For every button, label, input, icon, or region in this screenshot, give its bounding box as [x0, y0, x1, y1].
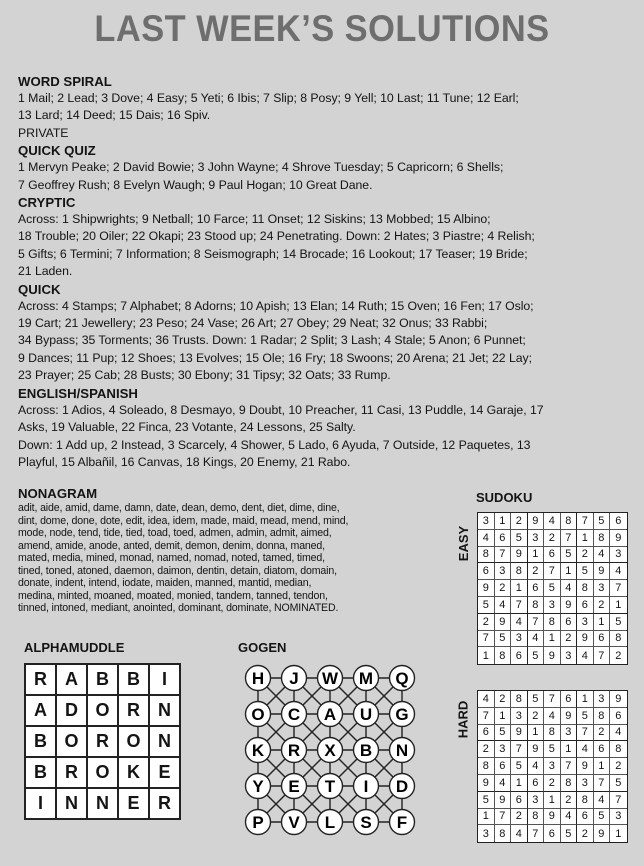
sudoku-cell: 3 [594, 691, 611, 708]
sudoku-cell: 5 [561, 825, 578, 842]
sudoku-cell: 2 [495, 691, 512, 708]
gogen-letter: M [358, 669, 374, 688]
sudoku-cell: 6 [544, 825, 561, 842]
nonagram-line: dint, dome, done, dote, edit, idea, idem, made, maid, mead, mend, mind, [18, 514, 349, 527]
sudoku-cell: 1 [594, 614, 611, 631]
sudoku-cell: 4 [478, 530, 495, 547]
sudoku-cell: 9 [511, 547, 528, 564]
section-line: Down: 1 Add up, 2 Instead, 3 Scarcely, 4 Shower, 5 Lado, 6 Ayuda, 7 Outside, 12 Paquetes, 13 [18, 437, 531, 452]
gogen-letter: N [395, 741, 409, 760]
gogen-heading: GOGEN [238, 640, 287, 655]
section-line: 7 Geoffrey Rush; 8 Evelyn Waugh; 9 Paul Hogan; 10 Great Dane. [18, 177, 373, 192]
sudoku-cell: 8 [478, 758, 495, 775]
alphamuddle-cell: R [118, 695, 149, 726]
sudoku-cell: 7 [544, 691, 561, 708]
alphamuddle-cell: N [87, 788, 118, 819]
sudoku-cell: 7 [478, 708, 495, 725]
nonagram-line: tinned, intoned, mediant, anointed, dominant, dominate, NOMINATED. [18, 602, 339, 614]
sudoku-cell: 7 [544, 563, 561, 580]
sudoku-cell: 3 [594, 580, 611, 597]
sudoku-cell: 4 [495, 775, 512, 792]
section-quick [18, 282, 630, 385]
sudoku-cell: 3 [561, 725, 578, 742]
sudoku-cell: 1 [577, 530, 594, 547]
solutions-list [18, 73, 630, 471]
sudoku-cell: 8 [594, 530, 611, 547]
sudoku-cell: 1 [615, 827, 622, 840]
sudoku-cell: 9 [511, 725, 528, 742]
sudoku-cell: 6 [528, 775, 545, 792]
sudoku-cell: 2 [528, 708, 545, 725]
sudoku-cell: 9 [478, 775, 495, 792]
alphamuddle-cell: A [25, 695, 56, 726]
sudoku-cell: 3 [528, 792, 545, 809]
sudoku-cell: 6 [511, 647, 528, 664]
sudoku-cell: 2 [528, 563, 545, 580]
sudoku-cell: 2 [495, 580, 512, 597]
alphamuddle-cell: E [149, 757, 180, 788]
sudoku-cell: 9 [561, 597, 578, 614]
sudoku-cell: 8 [528, 597, 545, 614]
section-line: 5 Gifts; 6 Termini; 7 Information; 8 Seismograph; 14 Brocade; 16 Lookout; 17 Teaser; 19 Bride; [18, 246, 528, 261]
sudoku-cell: 8 [544, 614, 561, 631]
gogen-letter: I [363, 777, 369, 796]
sudoku-cell: 5 [511, 758, 528, 775]
sudoku-cell: 4 [594, 547, 611, 564]
sudoku-cell: 8 [511, 691, 528, 708]
alphamuddle-cell: N [149, 695, 180, 726]
sudoku-cell: 1 [544, 792, 561, 809]
sudoku-cell: 7 [610, 580, 627, 597]
sudoku-cell: 6 [495, 758, 512, 775]
sudoku-cell: 6 [478, 563, 495, 580]
sudoku-cell: 1 [528, 547, 545, 564]
sudoku-cell: 2 [594, 725, 611, 742]
sudoku-cell: 9 [594, 825, 611, 842]
sudoku-cell: 4 [594, 792, 611, 809]
sudoku-cell: 1 [577, 691, 594, 708]
alphamuddle-cell: B [118, 664, 149, 695]
sudoku-cell: 6 [577, 597, 594, 614]
sudoku-cell: 5 [577, 563, 594, 580]
sudoku-cell: 8 [495, 825, 512, 842]
sudoku-cell: 7 [511, 597, 528, 614]
sudoku-cell: 2 [561, 792, 578, 809]
sudoku-cell: 3 [478, 825, 495, 842]
sudoku-cell: 4 [528, 631, 545, 648]
alphamuddle-cell: R [87, 726, 118, 757]
sudoku-cell: 5 [478, 792, 495, 809]
sudoku-cell: 5 [528, 647, 545, 664]
sudoku-cell: 8 [528, 809, 545, 826]
nonagram-line: amend, amide, anode, anted, demit, demon, denim, donna, maned, [18, 539, 325, 552]
sudoku-cell: 3 [478, 513, 495, 530]
sudoku-cell: 6 [594, 631, 611, 648]
sudoku-cell: 5 [594, 513, 611, 530]
sudoku-cell: 6 [594, 741, 611, 758]
sudoku-cell: 8 [495, 647, 512, 664]
alphamuddle-cell: O [87, 695, 118, 726]
section-line: Across: 1 Adios, 4 Soleado, 8 Desmayo, 9 Doubt, 10 Preacher, 11 Casi, 13 Puddle, 14 Garaje, 17 [18, 402, 544, 417]
sudoku-cell: 3 [610, 547, 627, 564]
sudoku-cell: 5 [594, 809, 611, 826]
alphamuddle-cell: B [25, 757, 56, 788]
gogen-letter: S [360, 813, 372, 832]
gogen-grid [238, 660, 424, 860]
sudoku-cell: 1 [528, 725, 545, 742]
section-heading: WORD SPIRAL [18, 74, 112, 89]
section-line: Across: 1 Shipwrights; 9 Netball; 10 Farce; 11 Onset; 12 Siskins; 13 Mobbed; 15 Albino; [18, 212, 491, 227]
alphamuddle-cell: R [149, 788, 180, 819]
section-line: 1 Mail; 2 Lead; 3 Dove; 4 Easy; 5 Yeti; 6 Ibis; 7 Slip; 8 Posy; 9 Yell; 10 Last; 11 Tune; 12 Earl; [18, 91, 519, 105]
section-heading: QUICK [18, 281, 61, 297]
sudoku-cell: 5 [544, 580, 561, 597]
sudoku-cell: 2 [610, 758, 627, 775]
alphamuddle-heading: ALPHAMUDDLE [24, 640, 125, 655]
sudoku-cell: 5 [610, 775, 627, 792]
sudoku-cell: 5 [495, 631, 512, 648]
sudoku-cell: 4 [528, 758, 545, 775]
alphamuddle-cell: B [25, 726, 56, 757]
sudoku-cell: 2 [615, 649, 622, 662]
sudoku-cell: 2 [561, 631, 578, 648]
gogen-letter: V [288, 813, 300, 832]
section-heading: CRYPTIC [18, 195, 76, 211]
sudoku-cell: 7 [577, 725, 594, 742]
alphamuddle-cell: R [56, 757, 87, 788]
gogen-letter: W [321, 669, 339, 688]
sudoku-cell: 1 [594, 758, 611, 775]
sudoku-cell: 7 [561, 530, 578, 547]
sudoku-cell: 3 [610, 809, 627, 826]
sudoku-cell: 2 [544, 775, 561, 792]
sudoku-cell: 4 [561, 580, 578, 597]
sudoku-cell: 3 [495, 563, 512, 580]
sudoku-cell: 1 [511, 580, 528, 597]
section-line: Playful, 15 Albañil, 16 Canvas, 18 Kings, 20 Enemy, 21 Rabo. [18, 454, 351, 469]
gogen-letter: K [251, 741, 265, 760]
sudoku-cell: 8 [610, 631, 627, 648]
sudoku-cell: 9 [544, 809, 561, 826]
section-line: 19 Cart; 21 Jewellery; 23 Peso; 24 Vase; 26 Art; 27 Obey; 29 Neat; 32 Onus; 33 Rabbi; [18, 316, 488, 331]
sudoku-cell: 7 [594, 647, 611, 664]
sudoku-cell: 4 [544, 513, 561, 530]
gogen-letter: F [396, 813, 408, 832]
sudoku-cell: 9 [610, 691, 627, 708]
sudoku-easy-label: EASY [456, 525, 472, 562]
sudoku-cell: 9 [528, 741, 545, 758]
sudoku-cell: 1 [561, 563, 578, 580]
sudoku-cell: 9 [577, 758, 594, 775]
sudoku-cell: 9 [495, 792, 512, 809]
sudoku-cell: 7 [610, 792, 627, 809]
sudoku-cell: 4 [544, 708, 561, 725]
gogen-letter: H [251, 669, 265, 688]
gogen-letter: D [395, 777, 409, 796]
sudoku-cell: 9 [577, 631, 594, 648]
section-line: PRIVATE [18, 125, 69, 140]
page-title: LAST WEEK’S SOLUTIONS [94, 8, 550, 49]
sudoku-cell: 7 [495, 809, 512, 826]
sudoku-cell: 6 [610, 708, 627, 725]
sudoku-cell: 7 [528, 614, 545, 631]
nonagram-line: medina, minted, moaned, moated, monied, tandem, tanned, tendon, [18, 589, 328, 602]
section-nonagram [18, 486, 423, 615]
sudoku-cell: 5 [478, 597, 495, 614]
gogen-letter: X [324, 741, 336, 760]
alphamuddle-cell: K [118, 757, 149, 788]
sudoku-cell: 2 [478, 614, 495, 631]
section-line: 21 Laden. [18, 264, 73, 279]
section-line: 13 Lard; 14 Deed; 15 Dais; 16 Spiv. [18, 108, 211, 123]
alphamuddle-cell: B [87, 664, 118, 695]
sudoku-cell: 2 [577, 547, 594, 564]
sudoku-cell: 5 [577, 708, 594, 725]
sudoku-cell: 2 [511, 513, 528, 530]
sudoku-cell: 5 [610, 614, 627, 631]
sudoku-cell: 4 [495, 597, 512, 614]
sudoku-cell: 8 [577, 580, 594, 597]
sudoku-cell: 6 [511, 792, 528, 809]
section-cryptic [18, 195, 630, 281]
section-heading: QUICK QUIZ [18, 143, 96, 159]
sudoku-cell: 7 [594, 775, 611, 792]
alphamuddle-cell: I [149, 664, 180, 695]
alphamuddle-cell: O [87, 757, 118, 788]
sudoku-cell: 7 [528, 825, 545, 842]
section-word-spiral [18, 74, 630, 142]
sudoku-cell: 5 [544, 741, 561, 758]
alphamuddle-cell: R [25, 664, 56, 695]
section-line: 34 Bypass; 35 Torments; 36 Trusts. Down: 1 Radar; 2 Split; 3 Lash; 4 Stale; 5 Anon; 6 Punnet; [18, 333, 526, 348]
sudoku-cell: 4 [610, 725, 627, 742]
nonagram-line: adit, aide, amid, dame, damn, date, dean, demo, dent, diet, dime, dine, [18, 502, 340, 514]
sudoku-cell: 1 [544, 631, 561, 648]
sudoku-cell: 1 [478, 647, 495, 664]
sudoku-cell: 1 [511, 775, 528, 792]
section-heading: ENGLISH/SPANISH [18, 385, 138, 401]
sudoku-cell: 6 [610, 513, 627, 530]
sudoku-cell: 6 [544, 547, 561, 564]
sudoku-cell: 1 [495, 708, 512, 725]
section-line: Asks, 19 Valuable, 22 Finca, 23 Votante, 24 Lessons, 25 Salty. [18, 420, 356, 435]
section-english-spanish [18, 386, 630, 472]
sudoku-cell: 3 [511, 631, 528, 648]
sudoku-cell: 7 [511, 741, 528, 758]
sudoku-cell: 4 [561, 809, 578, 826]
sudoku-cell: 9 [561, 708, 578, 725]
sudoku-cell: 6 [577, 809, 594, 826]
sudoku-cell: 3 [511, 708, 528, 725]
section-line: 9 Dances; 11 Pup; 12 Shoes; 13 Evolves; 15 Ole; 16 Fry; 18 Swoons; 20 Arena; 21 Jet; 22 Lay; [18, 350, 533, 365]
sudoku-cell: 4 [577, 741, 594, 758]
sudoku-cell: 4 [478, 691, 495, 708]
sudoku-cell: 3 [544, 597, 561, 614]
sudoku-cell: 7 [495, 547, 512, 564]
sudoku-cell: 7 [561, 758, 578, 775]
alphamuddle-cell: N [149, 726, 180, 757]
sudoku-cell: 5 [511, 530, 528, 547]
sudoku-cell: 8 [577, 792, 594, 809]
nonagram-line: mode, node, tend, tide, tied, toad, toed, admen, admin, admit, aimed, [18, 527, 332, 539]
sudoku-heading: SUDOKU [476, 490, 533, 505]
section-line: 1 Mervyn Peake; 2 David Bowie; 3 John Wayne; 4 Shrove Tuesday; 5 Capricorn; 6 Shells; [18, 160, 504, 175]
alphamuddle-cell: E [118, 788, 149, 819]
nonagram-line: mated, media, mined, monad, named, nomad, noted, tamed, timed, [18, 552, 325, 564]
sudoku-cell: 6 [528, 580, 545, 597]
sudoku-cell: 5 [528, 691, 545, 708]
sudoku-cell: 5 [495, 725, 512, 742]
gogen-letter: Q [395, 669, 409, 688]
gogen-letter: P [252, 813, 264, 832]
sudoku-cell: 3 [528, 530, 545, 547]
sudoku-cell: 1 [561, 741, 578, 758]
sudoku-cell: 9 [528, 513, 545, 530]
gogen-letter: J [289, 669, 299, 688]
gogen-letter: L [324, 813, 336, 832]
sudoku-cell: 8 [511, 563, 528, 580]
sudoku-cell: 8 [594, 708, 611, 725]
alphamuddle-cell: O [118, 726, 149, 757]
sudoku-cell: 2 [478, 741, 495, 758]
sudoku-cell: 9 [544, 647, 561, 664]
gogen-letter: C [287, 705, 301, 724]
sudoku-cell: 1 [478, 809, 495, 826]
alphamuddle-cell: A [56, 664, 87, 695]
gogen-letter: T [324, 777, 336, 796]
sudoku-cell: 8 [561, 513, 578, 530]
sudoku-cell: 3 [577, 775, 594, 792]
alphamuddle-cell: O [56, 726, 87, 757]
sudoku-hard-grid [477, 690, 628, 843]
alphamuddle-grid [24, 663, 181, 820]
section-heading: NONAGRAM [18, 486, 98, 501]
sudoku-cell: 5 [561, 547, 578, 564]
alphamuddle-cell: I [25, 788, 56, 819]
sudoku-cell: 8 [610, 741, 627, 758]
sudoku-cell: 2 [544, 530, 561, 547]
gogen-letter: B [359, 741, 373, 760]
sudoku-cell: 6 [561, 691, 578, 708]
sudoku-cell: 3 [561, 647, 578, 664]
nonagram-line: donate, indent, intend, iodate, maiden, manned, mantid, median, [18, 577, 312, 589]
sudoku-cell: 9 [610, 530, 627, 547]
alphamuddle-cell: D [56, 695, 87, 726]
sudoku-easy-grid [477, 512, 628, 665]
sudoku-cell: 1 [495, 513, 512, 530]
gogen-letter: U [359, 705, 373, 724]
sudoku-cell: 3 [495, 741, 512, 758]
sudoku-cell: 9 [495, 614, 512, 631]
sudoku-cell: 9 [478, 580, 495, 597]
gogen-letter: O [251, 705, 265, 724]
gogen-letter: R [287, 741, 301, 760]
sudoku-hard-label: HARD [455, 700, 471, 739]
sudoku-cell: 3 [544, 758, 561, 775]
sudoku-cell: 8 [544, 725, 561, 742]
gogen-letter: E [288, 777, 300, 796]
sudoku-cell: 2 [594, 597, 611, 614]
sudoku-cell: 4 [511, 614, 528, 631]
section-quick-quiz [18, 143, 630, 194]
sudoku-cell: 4 [577, 647, 594, 664]
sudoku-cell: 4 [511, 825, 528, 842]
sudoku-cell: 7 [577, 513, 594, 530]
gogen-letter: Y [252, 777, 264, 796]
section-line: 23 Prayer; 25 Cab; 28 Busts; 30 Ebony; 31 Tipsy; 32 Oats; 33 Rump. [18, 368, 391, 383]
gogen-letter: G [395, 705, 409, 724]
sudoku-cell: 8 [561, 775, 578, 792]
sudoku-cell: 6 [561, 614, 578, 631]
sudoku-cell: 4 [610, 563, 627, 580]
sudoku-cell: 6 [478, 725, 495, 742]
sudoku-cell: 3 [577, 614, 594, 631]
section-line: Across: 4 Stamps; 7 Alphabet; 8 Adorns; 10 Apish; 13 Elan; 14 Ruth; 15 Oven; 16 Fen; 17 Oslo; [18, 298, 534, 313]
alphamuddle-cell: N [56, 788, 87, 819]
sudoku-cell: 7 [478, 631, 495, 648]
sudoku-cell: 9 [594, 563, 611, 580]
sudoku-cell: 8 [478, 547, 495, 564]
sudoku-cell: 2 [511, 809, 528, 826]
section-line: 18 Trouble; 20 Oiler; 22 Okapi; 23 Stood up; 24 Penetrating. Down: 2 Hates; 3 Piastre; 4 Relish; [18, 229, 535, 244]
nonagram-line: tined, toned, atoned, daemon, daimon, dentin, detain, diatom, domain, [18, 564, 337, 577]
sudoku-cell: 1 [610, 597, 627, 614]
gogen-letter: A [323, 705, 337, 724]
sudoku-cell: 2 [577, 825, 594, 842]
sudoku-cell: 6 [495, 530, 512, 547]
